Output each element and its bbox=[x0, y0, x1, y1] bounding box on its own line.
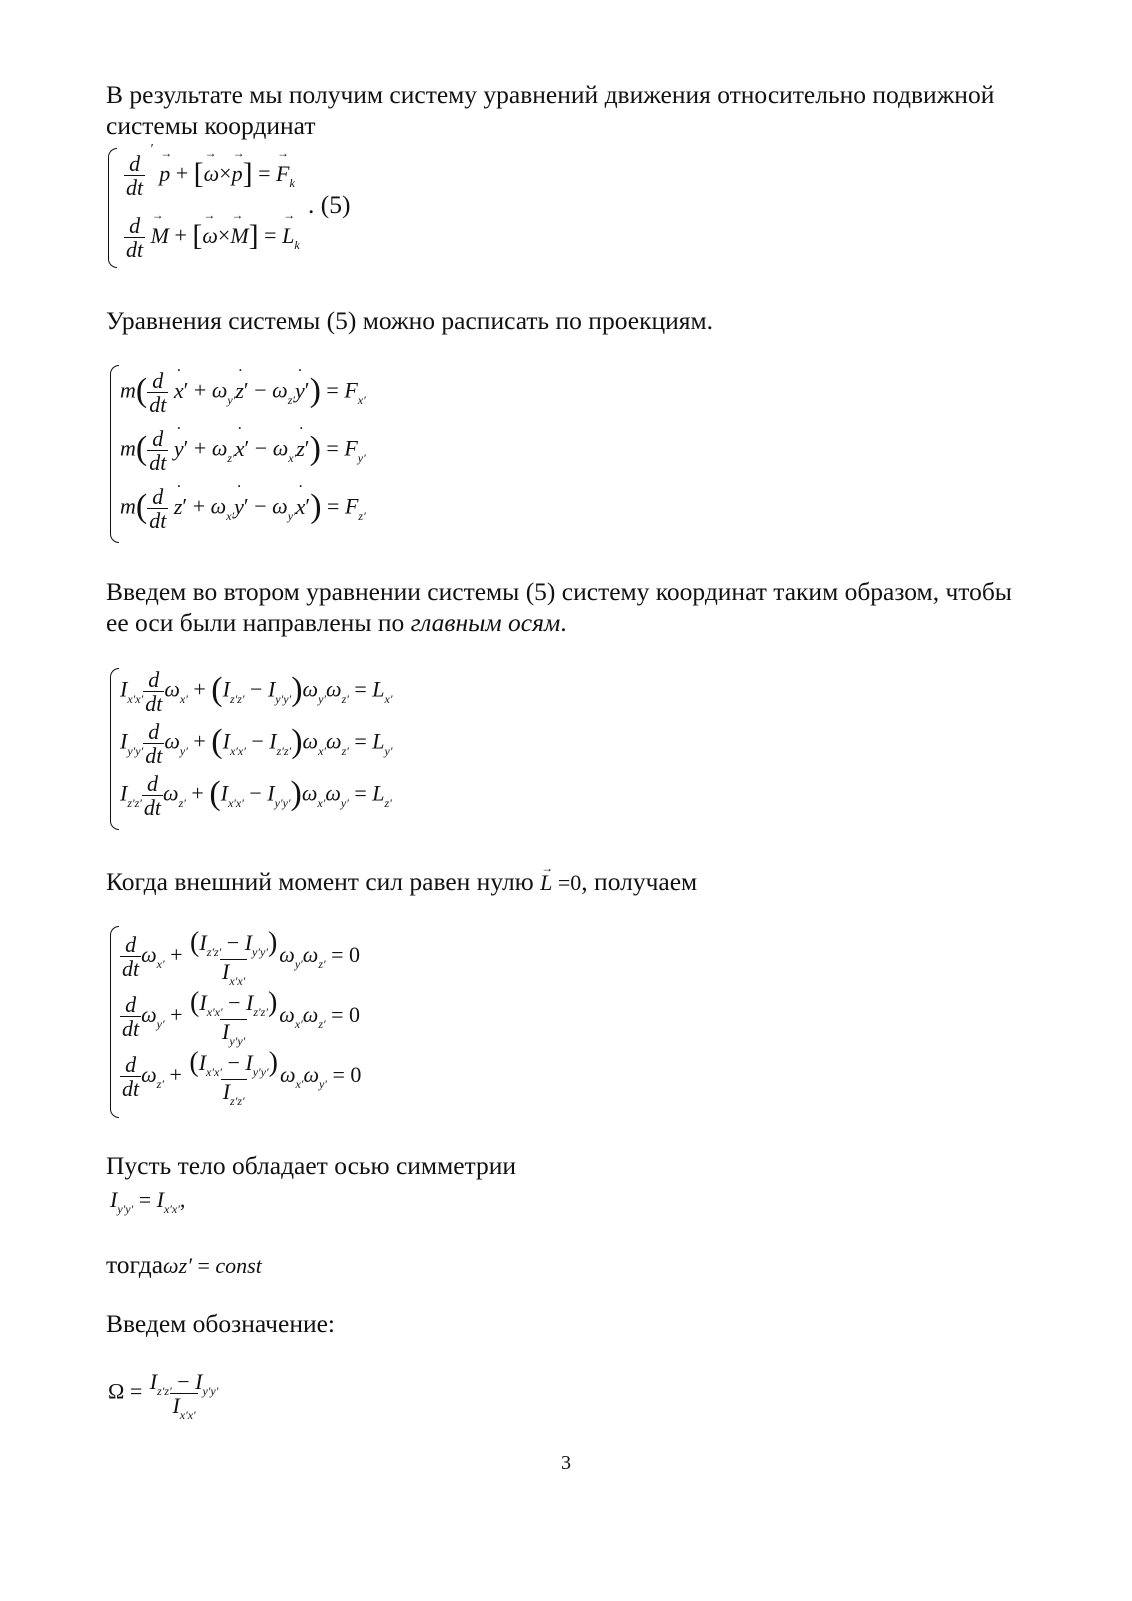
equation-brace bbox=[110, 668, 119, 830]
symmetry-equation: $I_{y'y'} = I_{x'x'}$, bbox=[110, 1187, 186, 1216]
paragraph-6: тогдаωz′ = const bbox=[106, 1250, 262, 1279]
paragraph-7: Введем обозначение: bbox=[106, 1309, 336, 1338]
zero-moment-row-x: $\frac{d}{dt}$ $\omega_{x'}$ + $\frac{(I_{z'z'} - I_{y'y'})}{I_{x'x'}}$ $\omega_{y'}\omega_{z'} = 0$ bbox=[122, 927, 361, 989]
principal-row-z: $I_{z'z'}$ $\frac{d}{dt}$ $\omega_{z'} + (I_{x'x'} - I_{y'y'})\omega_{x'}\omega_{y'} = L_{z'}$ bbox=[120, 771, 392, 821]
principal-row-x: $I_{x'x'}$ $\frac{d}{dt}$ $\omega_{x'} + (I_{z'z'} - I_{y'y'})\omega_{y'}\omega_{z'} = L_{x'}$ bbox=[120, 667, 393, 717]
equation-brace bbox=[108, 148, 117, 268]
paragraph-1-line-2: системы координат bbox=[106, 111, 316, 140]
paragraph-5: Пусть тело обладает осью симметрии bbox=[106, 1151, 517, 1180]
equation-brace bbox=[110, 365, 119, 543]
zero-moment-row-z: $\frac{d}{dt}$ $\omega_{z'}$ + $\frac{(I_{x'x'} - I_{y'y'})}{I_{z'z'}}$ $\omega_{x'}\omega_{y'} = 0$ bbox=[122, 1047, 362, 1109]
paragraph-4: Когда внешний момент сил равен нулю → L =0, получаем bbox=[106, 867, 697, 898]
zero-moment-row-y: $\frac{d}{dt}$ $\omega_{y'}$ + $\frac{(I_{x'x'} - I_{z'z'})}{I_{y'y'}}$ $\omega_{x'}\omega_{z'} = 0$ bbox=[122, 987, 361, 1049]
paragraph-2: Уравнения системы (5) можно расписать по проекциям. bbox=[106, 306, 714, 335]
equation-5-label: . (5) bbox=[308, 190, 351, 219]
projection-row-y: m( $\frac{d}{dt}$ ˙ $y' + \omega_{z'}˙$ $x' - \omega_{x'}˙$ $z') = F_{y'}$ bbox=[120, 427, 366, 474]
projection-row-x: m( $\frac{d}{dt}$ ˙ $x' + \omega_{y'}˙$ $z' - \omega_{z'}˙$ $y') = F_{x'}$ bbox=[120, 369, 366, 416]
projection-row-z: m( $\frac{d}{dt}$ ˙ $z' + \omega_{x'}˙$ $y' - \omega_{y'}˙$ $x') = F_{z'}$ bbox=[120, 485, 366, 532]
equation-system-principal-axes bbox=[110, 668, 430, 830]
equation-system-projections bbox=[110, 365, 410, 545]
page-number: 3 bbox=[561, 1452, 571, 1474]
equation-brace bbox=[110, 926, 119, 1118]
equation-5-row-1: $\frac{d}{dt}$ ′ → p + [→ ω×→ p] = → $F_k$ bbox=[124, 152, 295, 199]
equation-system-zero-moment bbox=[110, 926, 410, 1118]
equation-5-row-2: $\frac{d}{dt}$ → M + [→ ω×→ M] = → $L_k$ bbox=[124, 214, 300, 261]
principal-row-y: $I_{y'y'}$ $\frac{d}{dt}$ $\omega_{y'} + (I_{x'x'} - I_{z'z'})\omega_{x'}\omega_{z'} = L_{y'}$ bbox=[120, 719, 393, 769]
paragraph-3-line-2: ее оси были направлены по главным осям. bbox=[106, 608, 567, 637]
paragraph-3-line-1: Введем во втором уравнении системы (5) систему координат таким образом, чтобы bbox=[106, 577, 1012, 606]
paragraph-1-line-1: В результате мы получим систему уравнений движения относительно подвижной bbox=[106, 80, 995, 109]
emphasis-principal-axes: главным осям bbox=[410, 608, 561, 637]
equation-system-5 bbox=[108, 141, 398, 270]
omega-definition: Ω = $\frac{I_{z'z'} - I_{y'y'}}{I_{x'x'}}$ bbox=[108, 1369, 219, 1423]
